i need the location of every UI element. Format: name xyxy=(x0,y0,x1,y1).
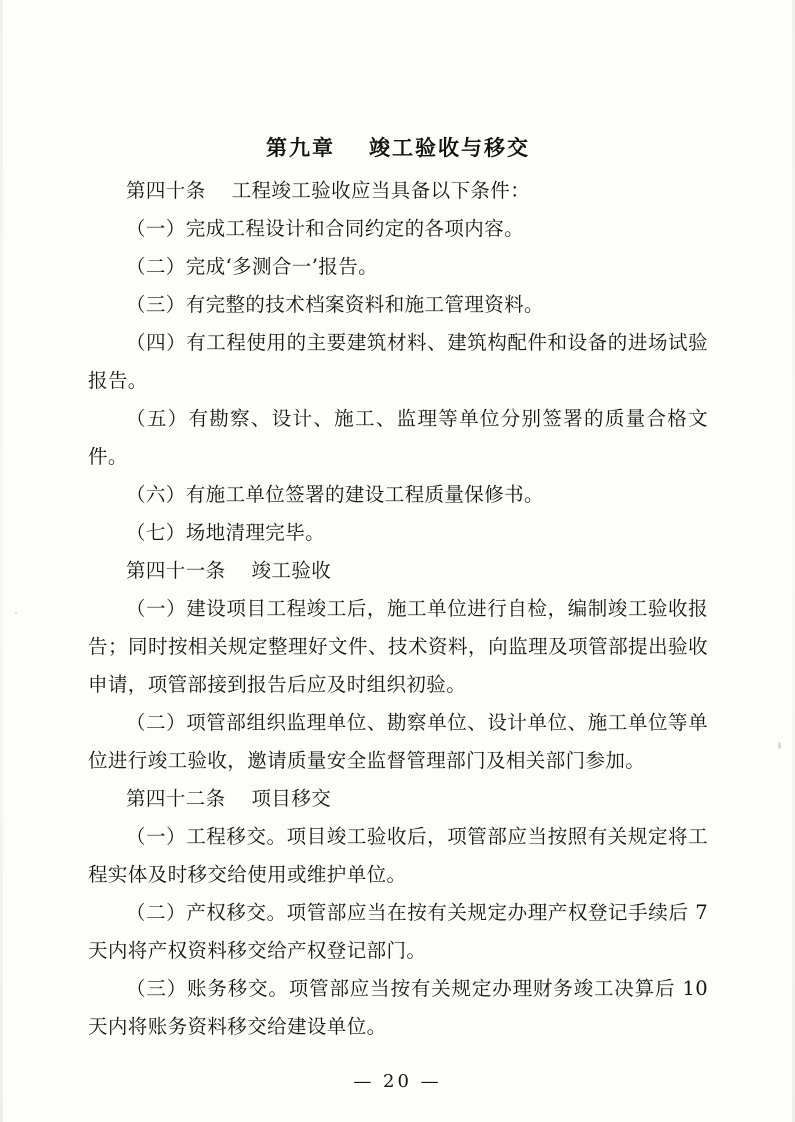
paragraph-text: 竣工验收 xyxy=(251,559,332,582)
scan-speck xyxy=(778,742,781,749)
paragraph-item-7: （七）场地清理完毕。 xyxy=(126,521,326,544)
paragraph-42-item-3: （三）账务移交。项管部应当按有关规定办理财务竣工决算后 10 天内将账务资料移交给建设单位。 xyxy=(88,977,708,1038)
chapter-heading-text: 竣工验收与移交 xyxy=(369,136,530,160)
document-body xyxy=(88,0,708,1046)
chapter-title xyxy=(88,132,708,162)
page-number: — 20 — xyxy=(353,1071,442,1092)
paragraph-41-item-2: （二）项管部组织监理单位、勘察单位、设计单位、施工单位等单位进行竣工验收，邀请质量安全监督管理部门及相关部门参加。 xyxy=(88,711,708,772)
paragraph-item-1: （一）完成工程设计和合同约定的各项内容。 xyxy=(126,217,525,240)
paragraph-42-item-1: （一）工程移交。项目竣工验收后，项管部应当按照有关规定将工程实体及时移交给使用或维护单位。 xyxy=(88,825,708,886)
article-label: 第四十二条 xyxy=(126,787,226,810)
paragraph-item-6: （六）有施工单位签署的建设工程质量保修书。 xyxy=(126,483,544,506)
article-label: 第四十一条 xyxy=(126,559,226,582)
paragraph-list xyxy=(88,172,708,1046)
paragraph-article-42 xyxy=(88,780,708,818)
paragraph-item-2: （二）完成‘多测合一’报告。 xyxy=(126,255,378,278)
paragraph-text: 项目移交 xyxy=(251,787,332,810)
paragraph-42-item-2: （二）产权移交。项管部应当在按有关规定办理产权登记手续后 7 天内将产权资料移交给产权登记部门。 xyxy=(88,901,708,962)
paragraph-article-41 xyxy=(88,552,708,590)
paragraph-article-40 xyxy=(88,172,708,210)
article-label: 第四十条 xyxy=(126,179,206,202)
paragraph-41-item-1: （一）建设项目工程竣工后，施工单位进行自检，编制竣工验收报告；同时按相关规定整理好文件、技术资料，向监理及项管部提出验收申请，项管部接到报告后应及时组织初验。 xyxy=(88,597,708,696)
scan-edge-left xyxy=(0,0,3,1122)
scan-speck xyxy=(15,612,17,614)
paragraph-item-4: （四）有工程使用的主要建筑材料、建筑构配件和设备的进场试验报告。 xyxy=(88,331,708,392)
chapter-heading-number: 第九章 xyxy=(266,136,335,160)
paragraph-item-5: （五）有勘察、设计、施工、监理等单位分别签署的质量合格文件。 xyxy=(88,407,708,468)
paragraph-text: 工程竣工验收应当具备以下条件： xyxy=(231,179,531,202)
paragraph-item-3: （三）有完整的技术档案资料和施工管理资料。 xyxy=(126,293,544,316)
